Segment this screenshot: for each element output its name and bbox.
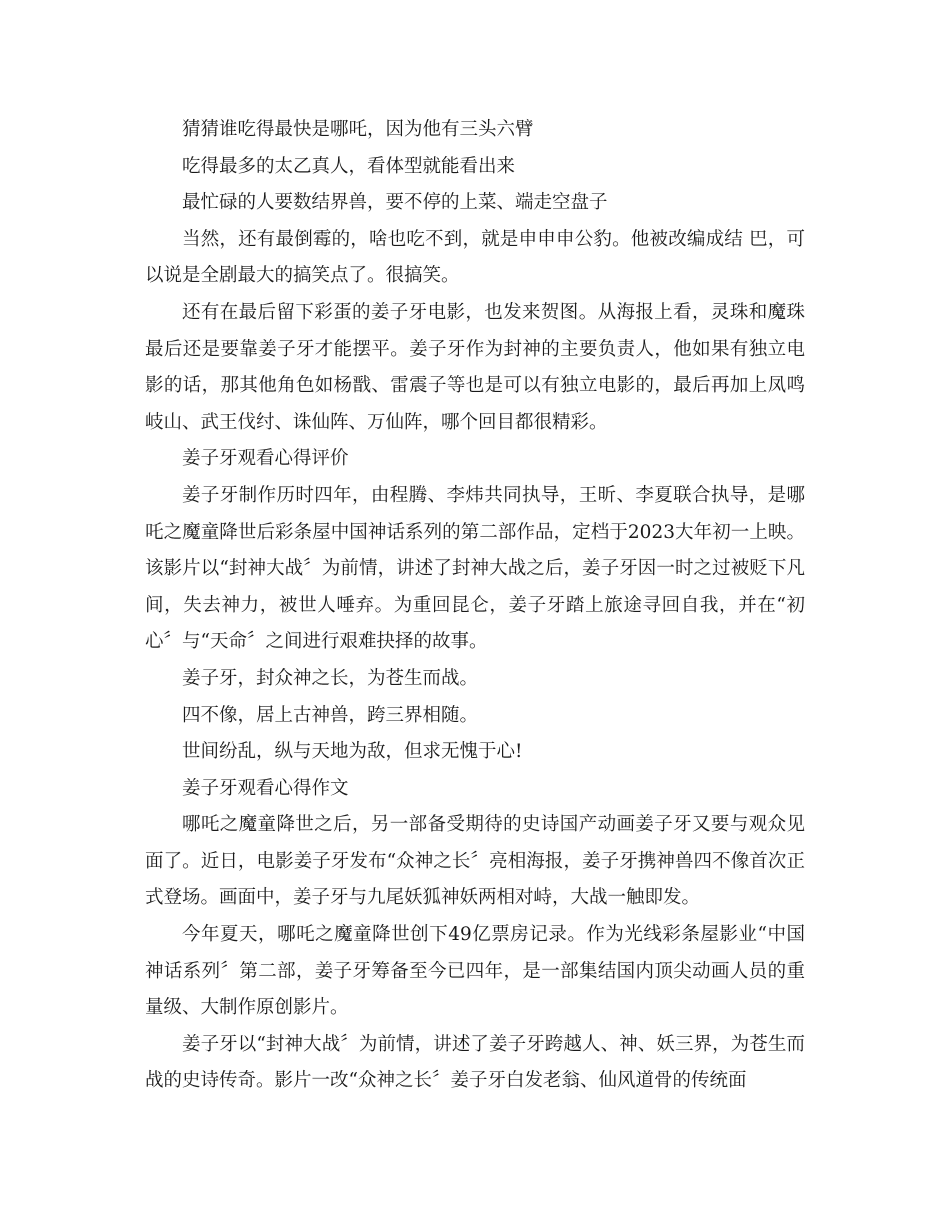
paragraph: 最忙碌的人要数结界兽，要不停的上菜、端走空盘子 — [182, 192, 608, 214]
section-heading: 姜子牙观看心得评价 — [182, 448, 349, 470]
section-heading: 姜子牙观看心得作文 — [182, 777, 349, 799]
paragraph: 今年夏天，哪吒之魔童降世创下49亿票房记录。作为光线彩条屋影业“中国神话系列〞第二部，姜子牙筹备至今已四年，是一部集结国内顶尖动画人员的重量级、大制作原创影片。 — [145, 924, 805, 1019]
paragraph: 世间纷乱，纵与天地为敌，但求无愧于心! — [182, 741, 523, 763]
document-page — [145, 112, 805, 1100]
paragraph: 四不像，居上古神兽，跨三界相随。 — [182, 704, 479, 726]
paragraph: 姜子牙，封众神之长，为苍生而战。 — [182, 667, 479, 689]
paragraph: 吃得最多的太乙真人，看体型就能看出来 — [182, 155, 516, 177]
paragraph: 猜猜谁吃得最快是哪吒，因为他有三头六臂 — [182, 119, 534, 140]
paragraph: 还有在最后留下彩蛋的姜子牙电影，也发来贺图。从海报上看，灵珠和魔珠最后还是要靠姜子牙才能摆平。姜子牙作为封神的主要负责人，他如果有独立电影的话，那其他角色如杨戬、雷震子等也是可以有独立电影的，最后再加上凤鸣岐山、武王伐纣、诛仙阵、万仙阵，哪个回目都很精彩。 — [145, 301, 805, 433]
paragraph: 姜子牙以“封神大战〞为前情，讲述了姜子牙跨越人、神、妖三界，为苍生而战的史诗传奇。影片一改“众神之长〞姜子牙白发老翁、仙风道骨的传统面 — [145, 1033, 805, 1092]
paragraph: 哪吒之魔童降世之后，另一部备受期待的史诗国产动画姜子牙又要与观众见面了。近日，电影姜子牙发布“众神之长〞亮相海报，姜子牙携神兽四不像首次正式登场。画面中，姜子牙与九尾妖狐神妖两相对峙，大战一触即发。 — [145, 814, 805, 909]
paragraph: 姜子牙制作历时四年，由程腾、李炜共同执导，王昕、李夏联合执导，是哪吒之魔童降世后彩条屋中国神话系列的第二部作品，定档于2023大年初一上映。该影片以“封神大战〞为前情，讲述了封神大战之后，姜子牙因一时之过被贬下凡间，失去神力，被世人唾弃。为重回昆仑，姜子牙踏上旅途寻回自我，并在“初心〞与“天命〞之间进行艰难抉择的故事。 — [145, 484, 805, 653]
paragraph: 当然，还有最倒霉的，啥也吃不到，就是申申申公豹。他被改编成结 巴，可以说是全剧最大的搞笑点了。很搞笑。 — [145, 228, 805, 287]
